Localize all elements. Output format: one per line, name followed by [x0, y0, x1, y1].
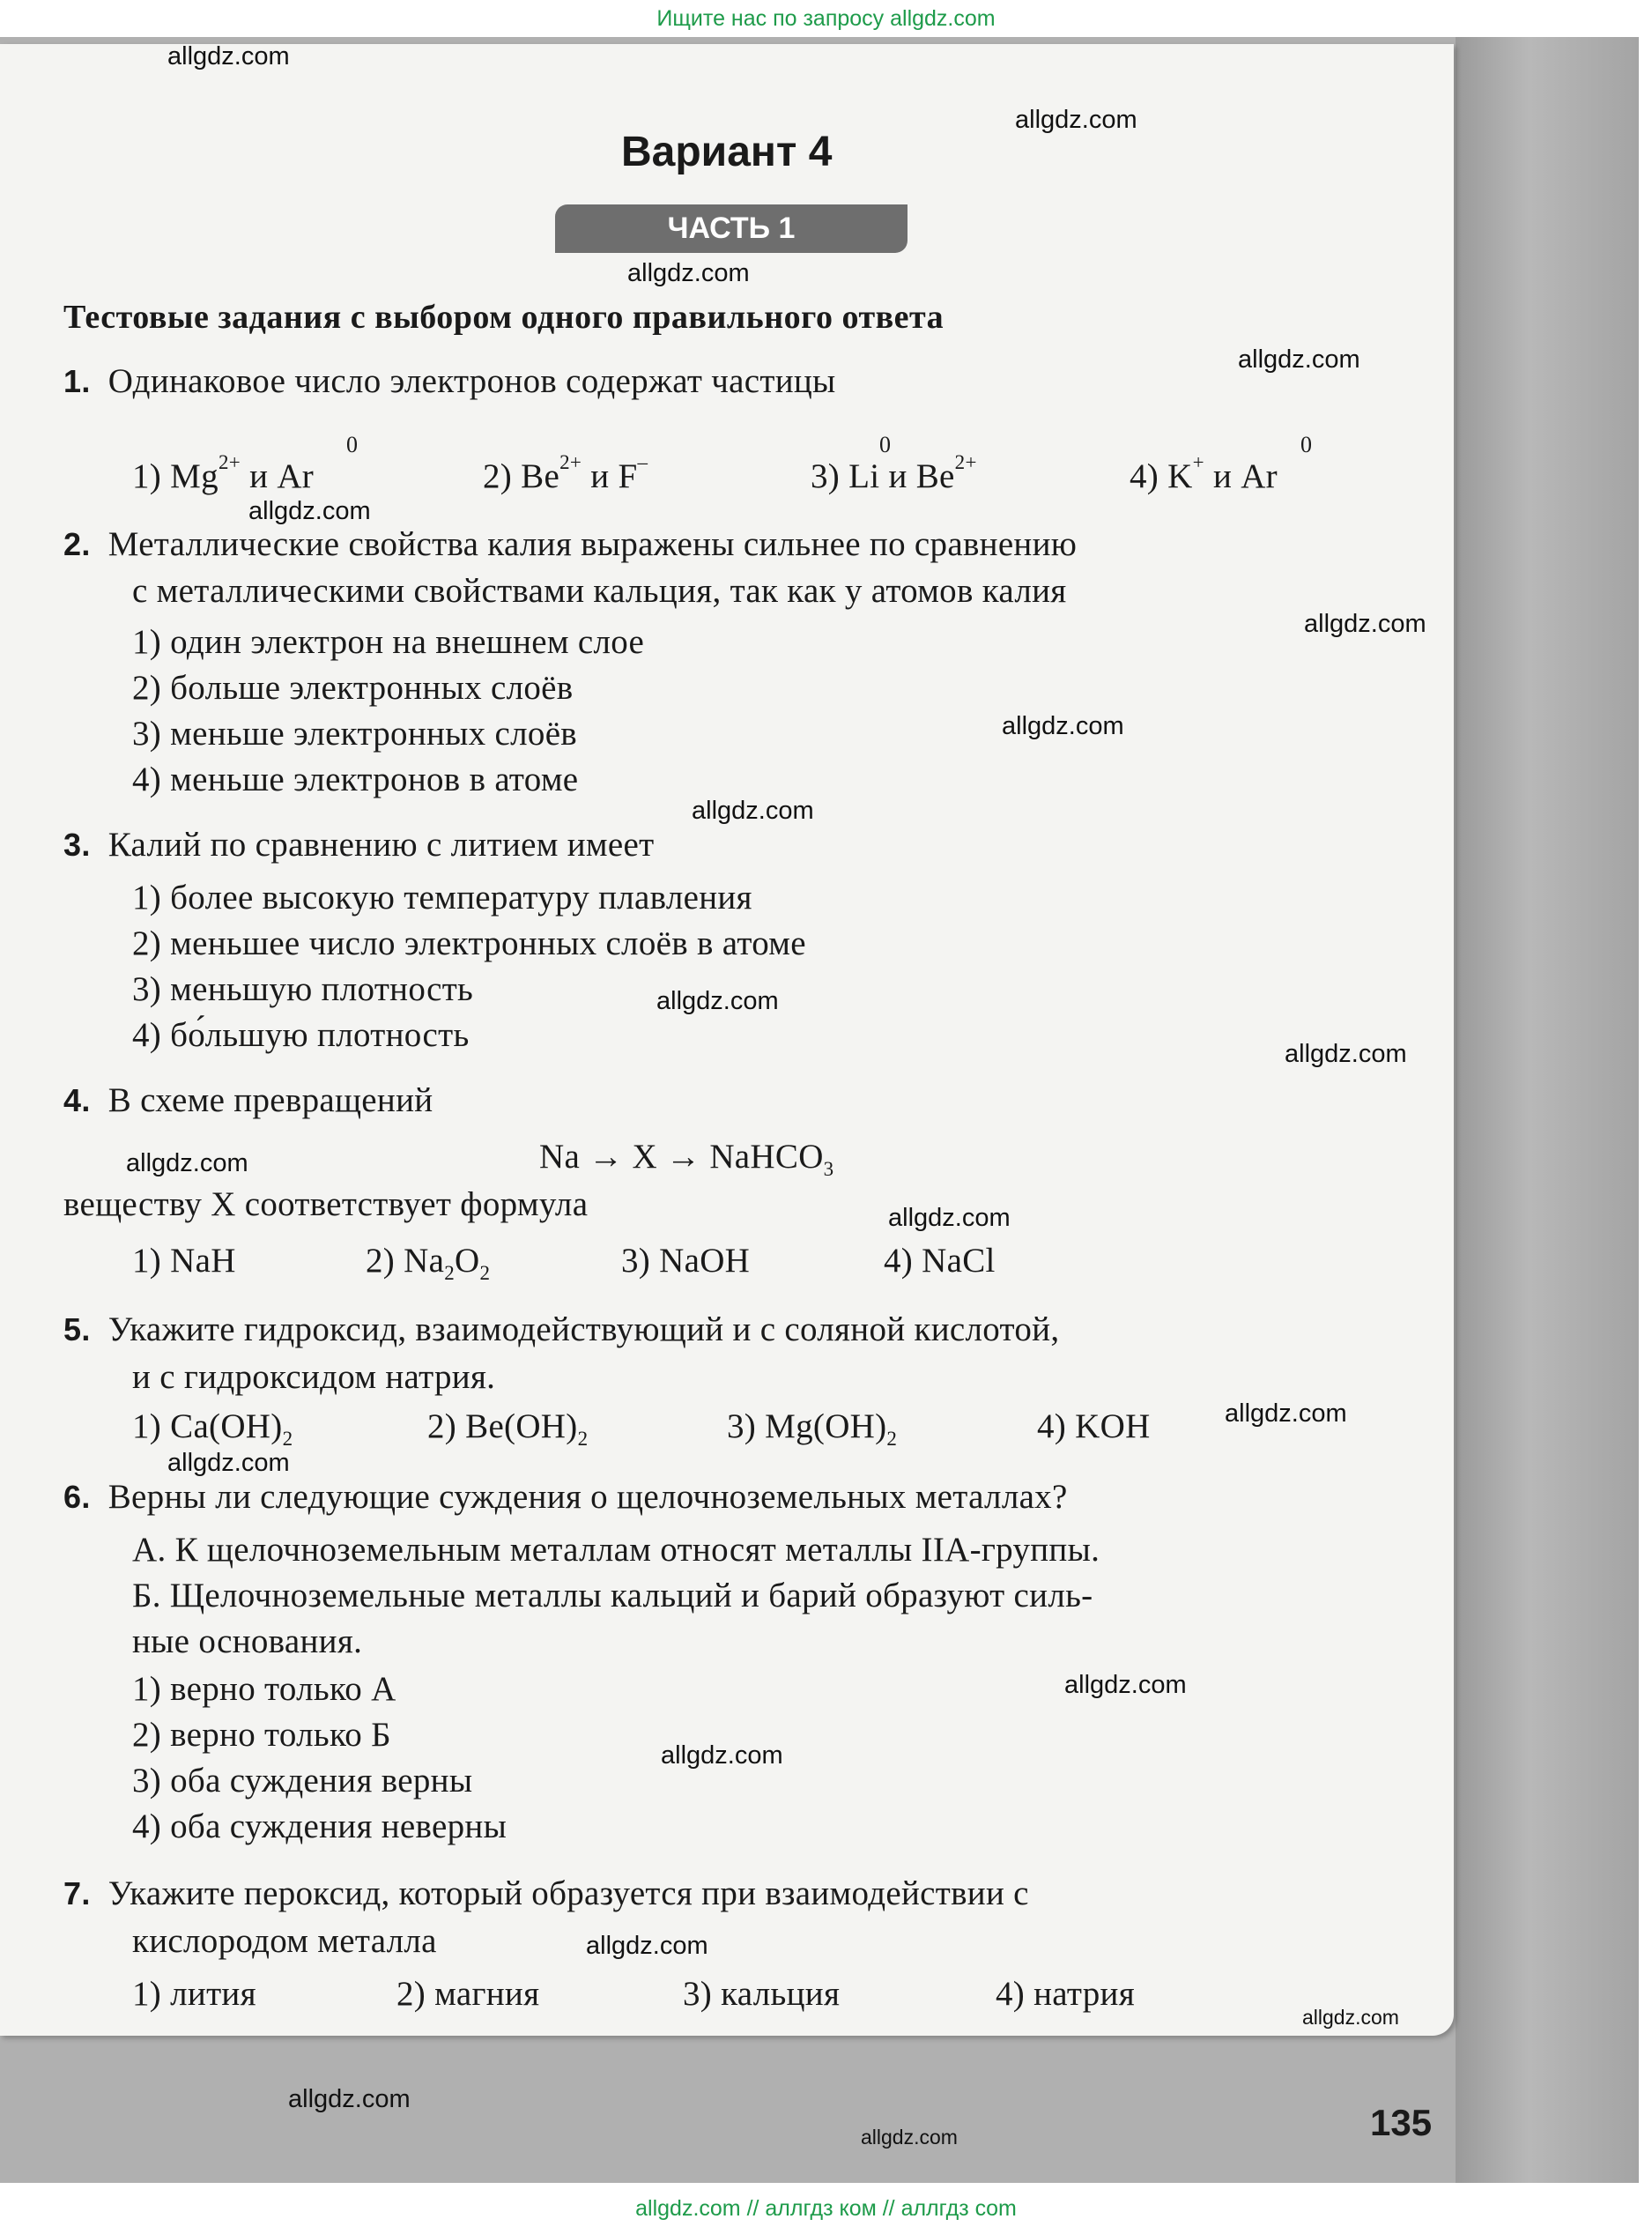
q2-option-4: 4) меньше электронов в атоме — [132, 761, 579, 798]
watermark: allgdz.com — [167, 1449, 290, 1477]
oxidation-zero-1: 0 — [346, 432, 358, 457]
part-badge: ЧАСТЬ 1 — [555, 204, 907, 253]
q4-line-2: веществу X соответствует формула — [63, 1185, 589, 1223]
q4-option-1: 1) NaH — [132, 1242, 236, 1280]
top-watermark-bar — [0, 0, 1652, 37]
q2-option-3: 3) меньше электронных слоёв — [132, 715, 578, 753]
q4-option-4: 4) NaCl — [884, 1242, 996, 1280]
watermark: allgdz.com — [1015, 106, 1137, 134]
question-3: 3. Калий по сравнению с литием имеет — [63, 826, 655, 864]
watermark: allgdz.com — [586, 1932, 708, 1960]
watermark: allgdz.com — [1304, 610, 1426, 638]
watermark: allgdz.com — [661, 1741, 783, 1770]
question-4: 4. В схеме превращений — [63, 1081, 433, 1119]
q1-option-3: 3) Li и $Be^{2+}$ — [811, 451, 977, 495]
q5-line-2: и с гидроксидом натрия. — [132, 1358, 496, 1396]
watermark: allgdz.com — [656, 987, 779, 1015]
section-heading: Тестовые задания с выбором одного правильного ответа — [63, 299, 945, 336]
watermark: allgdz.com — [627, 259, 750, 287]
oxidation-zero-2: 0 — [879, 432, 891, 457]
q6-option-2: 2) верно только Б — [132, 1716, 391, 1754]
q6-option-1: 1) верно только А — [132, 1670, 396, 1708]
q6-statement-b-cont: ные основания. — [132, 1622, 363, 1660]
q4-option-3: 3) NaOH — [621, 1242, 751, 1280]
question-7: 7. Укажите пероксид, который образуется при взаимодействии с — [63, 1874, 1029, 1912]
q3-option-4: 4) бо́льшую плотность — [132, 1016, 470, 1054]
watermark: allgdz.com — [1238, 345, 1360, 374]
watermark: allgdz.com — [1225, 1399, 1347, 1428]
watermark: allgdz.com — [1064, 1671, 1187, 1699]
bottom-watermark-bar — [0, 2184, 1652, 2234]
watermark: allgdz.com — [167, 42, 290, 71]
watermark: allgdz.com — [288, 2085, 411, 2113]
q5-option-2: 2) $Be(OH)_2$ — [427, 1407, 589, 1450]
q7-option-1: 1) лития — [132, 1975, 256, 2013]
watermark: allgdz.com — [861, 2126, 958, 2149]
q7-option-3: 3) кальция — [683, 1975, 841, 2013]
q6-statement-b: Б. Щелочноземельные металлы кальций и барий образуют силь- — [132, 1577, 1093, 1614]
q5-option-4: 4) KOH — [1037, 1407, 1151, 1445]
bottom-watermark: allgdz.com // аллгдз ком // аллгдз com — [635, 2196, 1017, 2221]
q2-line-2: с металлическими свойствами кальция, так как у атомов калия — [132, 572, 1067, 610]
right-page-edge — [1456, 37, 1639, 2183]
top-watermark: Ищите нас по запросу allgdz.com — [656, 6, 996, 31]
q1-option-4: 4) K+ и Ar — [1130, 451, 1278, 495]
q7-option-2: 2) магния — [396, 1975, 540, 2013]
variant-title: Вариант 4 — [621, 129, 833, 175]
q7-line-2: кислородом металла — [132, 1922, 437, 1960]
oxidation-zero-3: 0 — [1300, 432, 1312, 457]
q7-option-4: 4) натрия — [996, 1975, 1135, 2013]
q6-statement-a: А. К щелочноземельным металлам относят металлы IIA-группы. — [132, 1531, 1100, 1569]
page-number: 135 — [1370, 2102, 1433, 2143]
q4-option-2: 2) $Na_2O_2$ — [366, 1242, 491, 1284]
q6-option-3: 3) оба суждения верны — [132, 1762, 473, 1800]
watermark: allgdz.com — [1002, 712, 1124, 740]
watermark: allgdz.com — [1285, 1040, 1407, 1068]
q2-option-2: 2) больше электронных слоёв — [132, 669, 574, 707]
q5-option-3: 3) $Mg(OH)_2$ — [727, 1407, 898, 1450]
question-1: 1. Одинаковое число электронов содержат частицы — [63, 362, 836, 400]
watermark: allgdz.com — [126, 1149, 248, 1177]
q3-option-3: 3) меньшую плотность — [132, 970, 474, 1008]
q4-scheme: Na → X → NaHCO$_3$ — [539, 1138, 834, 1180]
q5-option-1: 1) $Ca(OH)_2$ — [132, 1407, 293, 1450]
question-5: 5. Укажите гидроксид, взаимодействующий и с соляной кислотой, — [63, 1310, 1060, 1348]
q3-option-1: 1) более высокую температуру плавления — [132, 879, 752, 917]
q2-option-1: 1) один электрон на внешнем слое — [132, 623, 645, 661]
q1-option-2: 2) $Be^{2+}$ и F– — [483, 451, 648, 495]
watermark: allgdz.com — [888, 1204, 1011, 1232]
q3-option-2: 2) меньшее число электронных слоёв в атоме — [132, 924, 806, 962]
question-6: 6. Верны ли следующие суждения о щелочноземельных металлах? — [63, 1478, 1068, 1516]
bleed-through-shadow — [1128, 176, 1454, 2027]
watermark: allgdz.com — [692, 797, 814, 825]
question-2: 2. Металлические свойства калия выражены сильнее по сравнению — [63, 525, 1078, 563]
q6-option-4: 4) оба суждения неверны — [132, 1807, 507, 1845]
watermark: allgdz.com — [1302, 2006, 1399, 2029]
watermark: allgdz.com — [248, 497, 371, 525]
q1-option-1: 1) $Mg^{2+}$ и Ar — [132, 451, 315, 495]
